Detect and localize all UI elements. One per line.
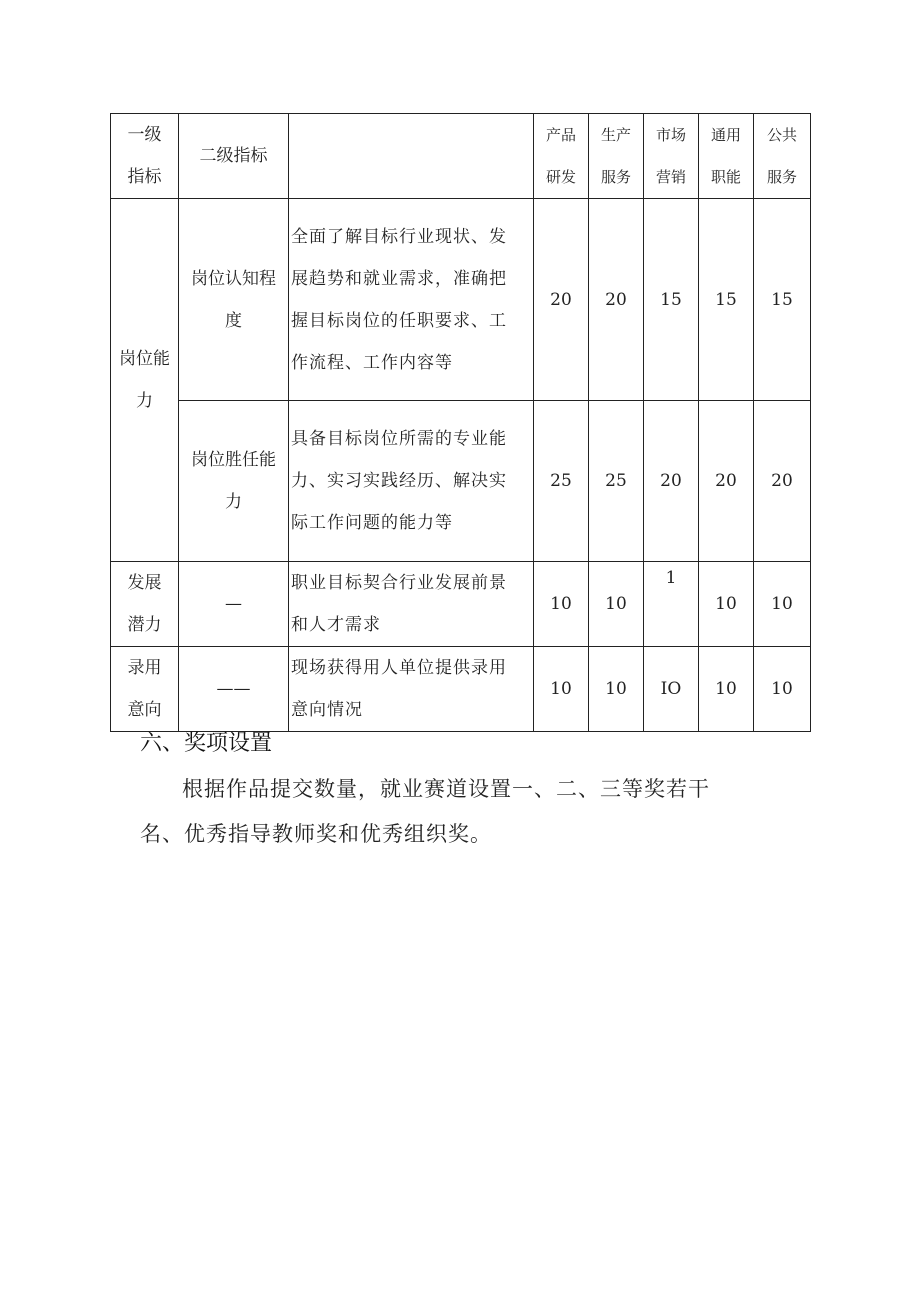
score-cell-broken xyxy=(644,562,699,647)
score-cell: 10 xyxy=(699,562,754,647)
level1-line: 岗位能 xyxy=(119,349,170,369)
section-paragraph: 根据作品提交数量，就业赛道设置一、二、三等奖若干名、优秀指导教师奖和优秀组织奖。 xyxy=(140,777,710,846)
header-track-line: 营销 xyxy=(655,168,686,186)
desc-line: 作流程、工作内容等 xyxy=(291,352,453,373)
header-level2: 二级指标 xyxy=(179,114,289,199)
desc-line: 具备目标岗位所需的专业能 xyxy=(291,429,507,449)
row-desc-potential xyxy=(289,562,534,647)
desc-line: 全面了解目标行业现状、发 xyxy=(291,226,507,247)
header-track-line: 通用 xyxy=(710,126,741,144)
header-track-public xyxy=(754,114,811,199)
score-cell: 20 xyxy=(699,401,754,562)
row-desc-cognition xyxy=(289,199,534,401)
desc-line: 展趋势和就业需求，准确把 xyxy=(291,268,507,289)
row-level1-potential xyxy=(111,562,179,647)
score-cell: 20 xyxy=(754,401,811,562)
row-level2-competence xyxy=(179,401,289,562)
score-cell: 15 xyxy=(644,199,699,401)
desc-line: 握目标岗位的任职要求、工 xyxy=(291,310,507,331)
header-track-line: 职能 xyxy=(710,168,741,186)
score-cell: 10 xyxy=(589,562,644,647)
score-cell: 20 xyxy=(534,199,589,401)
scoring-table xyxy=(110,113,811,732)
header-track-marketing xyxy=(644,114,699,199)
table-row xyxy=(111,647,811,732)
header-track-line: 服务 xyxy=(766,168,797,186)
score-cell: 15 xyxy=(754,199,811,401)
level1-line: 潜力 xyxy=(127,615,162,635)
row-level2-cognition xyxy=(179,199,289,401)
row-level2-offer: —— xyxy=(179,647,289,732)
desc-line: 意向情况 xyxy=(291,700,363,720)
header-track-line: 研发 xyxy=(545,168,576,186)
score-digit: 1 xyxy=(665,568,677,588)
header-level1-line: 一级 xyxy=(127,125,162,145)
table-row xyxy=(111,401,811,562)
level1-line: 力 xyxy=(136,391,153,411)
header-level1-line: 指标 xyxy=(127,167,162,187)
score-cell: 10 xyxy=(699,647,754,732)
score-cell: 10 xyxy=(534,562,589,647)
header-track-line: 服务 xyxy=(600,168,631,186)
section-title: 六、奖项设置 xyxy=(140,731,273,756)
desc-line: 现场获得用人单位提供录用 xyxy=(291,658,507,678)
row-level2-potential: — xyxy=(179,562,289,647)
header-track-general xyxy=(699,114,754,199)
level2-line: 岗位认知程 xyxy=(191,268,276,289)
table-row xyxy=(111,199,811,401)
level1-line: 意向 xyxy=(127,700,162,720)
score-cell: 10 xyxy=(534,647,589,732)
level1-line: 录用 xyxy=(127,658,162,678)
table-row xyxy=(111,562,811,647)
score-cell: 25 xyxy=(589,401,644,562)
header-track-line: 公共 xyxy=(766,126,797,144)
desc-line: 际工作问题的能力等 xyxy=(291,513,453,533)
table-header-row xyxy=(111,114,811,199)
header-track-line: 生产 xyxy=(600,126,631,144)
score-cell: 10 xyxy=(754,647,811,732)
desc-line: 职业目标契合行业发展前景 xyxy=(291,573,507,593)
row-level1-offer xyxy=(111,647,179,732)
score-cell: 25 xyxy=(534,401,589,562)
score-cell: 15 xyxy=(699,199,754,401)
header-level1 xyxy=(111,114,179,199)
desc-line: 和人才需求 xyxy=(291,615,381,635)
level2-line: 岗位胜任能 xyxy=(191,450,276,470)
score-cell: 10 xyxy=(589,647,644,732)
row-level1-job-ability xyxy=(111,199,179,562)
desc-line: 力、实习实践经历、解决实 xyxy=(291,471,507,491)
header-track-line: 市场 xyxy=(655,126,686,144)
header-desc xyxy=(289,114,534,199)
header-track-production xyxy=(589,114,644,199)
row-desc-competence xyxy=(289,401,534,562)
row-desc-offer xyxy=(289,647,534,732)
score-cell: IO xyxy=(644,647,699,732)
score-cell: 10 xyxy=(754,562,811,647)
score-cell: 20 xyxy=(644,401,699,562)
header-track-product xyxy=(534,114,589,199)
score-cell: 20 xyxy=(589,199,644,401)
header-track-line: 产品 xyxy=(545,126,576,144)
level2-line: 度 xyxy=(225,310,242,331)
level2-line: 力 xyxy=(225,492,242,512)
level1-line: 发展 xyxy=(127,573,162,593)
